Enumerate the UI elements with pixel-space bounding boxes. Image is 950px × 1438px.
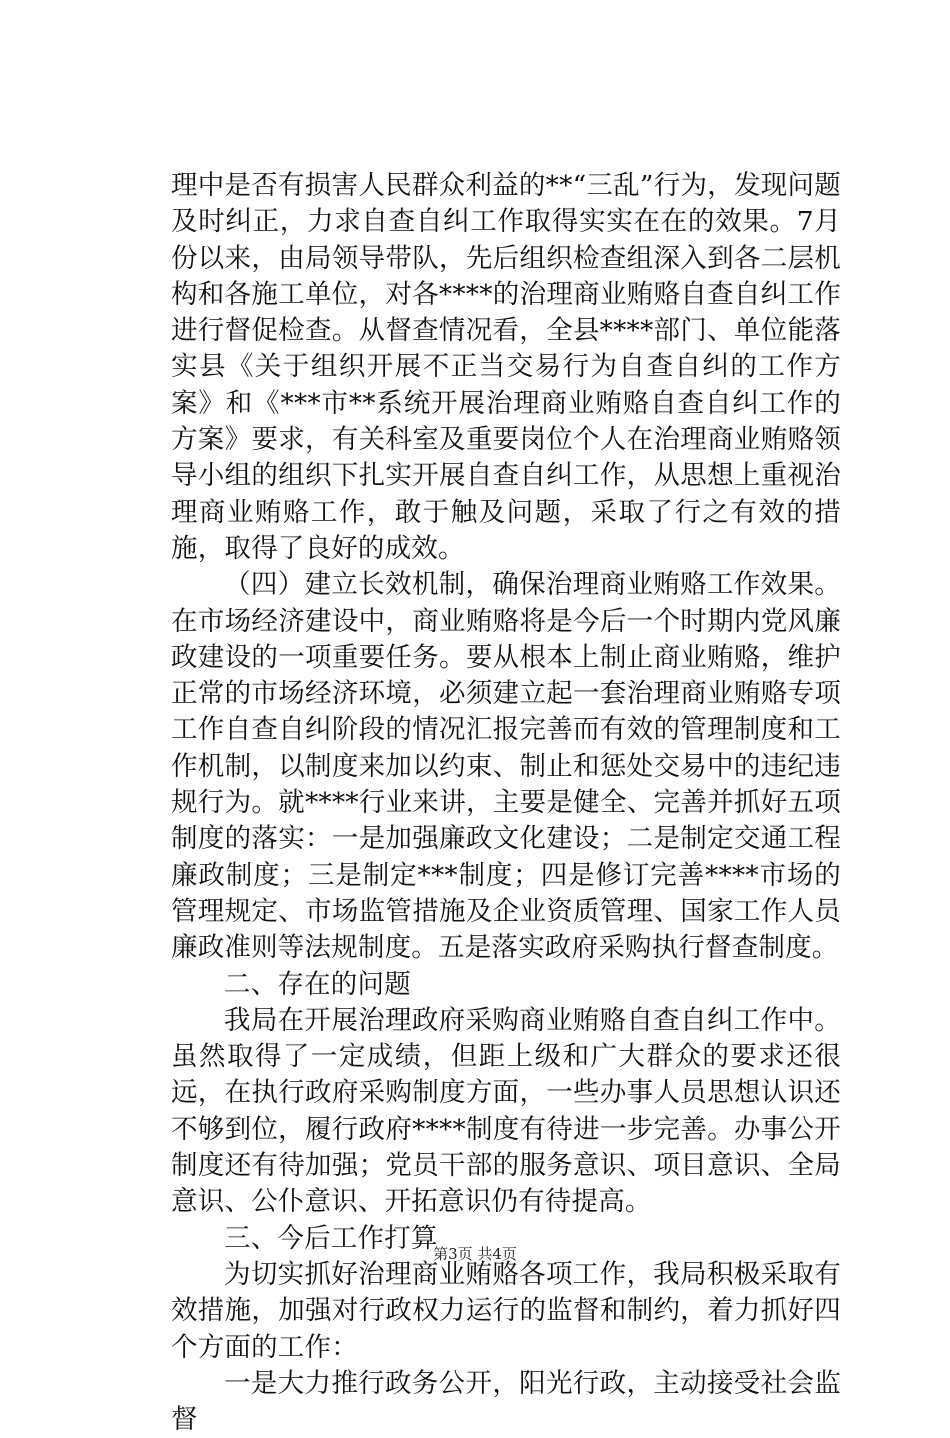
page-number-footer: 第3页 共4页 [433,1245,517,1263]
heading-future-plans: 三、今后工作打算 [224,1222,438,1254]
paragraph-future-plans: 为切实抓好治理商业贿赂各项工作，我局积极采取有效措施，加强对行政权力运行的监督和制约，着力抓好四个方面的工作： [171,1258,841,1363]
paragraph-item-one: 一是大力推行政务公开，阳光行政，主动接受社会监督 [171,1367,841,1436]
paragraph-continuation: 理中是否有损害人民群众利益的**“三乱”行为，发现问题及时纠正，力求自查自纠工作取得实实在在的效果。7月份以来，由局领导带队，先后组织检查组深入到各二层机构和各施工单位，对各****的治理商业贿赂自查自纠工作进行督促检查。从督查情况看，全县****部门、单位能落实县《关于组织开展不正当交易行为自查自纠的工作方案》和《***市**系统开展治理商业贿赂自查自纠工作的方案》要求，有关科室及重要岗位个人在治理商业贿赂领导小组的组织下扎实开展自查自纠工作，从思想上重视治理商业贿赂工作，敢于触及问题，采取了行之有效的措施，取得了良好的成效。 [171,170,841,564]
paragraph-problems: 我局在开展治理政府采购商业贿赂自查自纠工作中。虽然取得了一定成绩，但距上级和广大群众的要求还很远，在执行政府采购制度方面，一些办事人员思想认识还不够到位，履行政府****制度有待进一步完善。办事公开制度还有待加强；党员干部的服务意识、项目意识、全局意识、公仆意识、开拓意识仍有待提高。 [171,1004,841,1218]
paragraph-section-four: （四）建立长效机制，确保治理商业贿赂工作效果。在市场经济建设中，商业贿赂将是今后一个时期内党风廉政建设的一项重要任务。要从根本上制止商业贿赂，维护正常的市场经济环境，必须建立起一套治理商业贿赂专项工作自查自纠阶段的情况汇报完善而有效的管理制度和工作机制，以制度来加以约束、制止和惩处交易中的违纪违规行为。就****行业来讲，主要是健全、完善并抓好五项制度的落实：一是加强廉政文化建设；二是制定交通工程廉政制度；三是制定***制度；四是修订完善****市场的管理规定、市场监管措施及企业资质管理、国家工作人员廉政准则等法规制度。五是落实政府采购执行督查制度。 [171,569,841,964]
heading-existing-problems: 二、存在的问题 [224,968,411,1000]
